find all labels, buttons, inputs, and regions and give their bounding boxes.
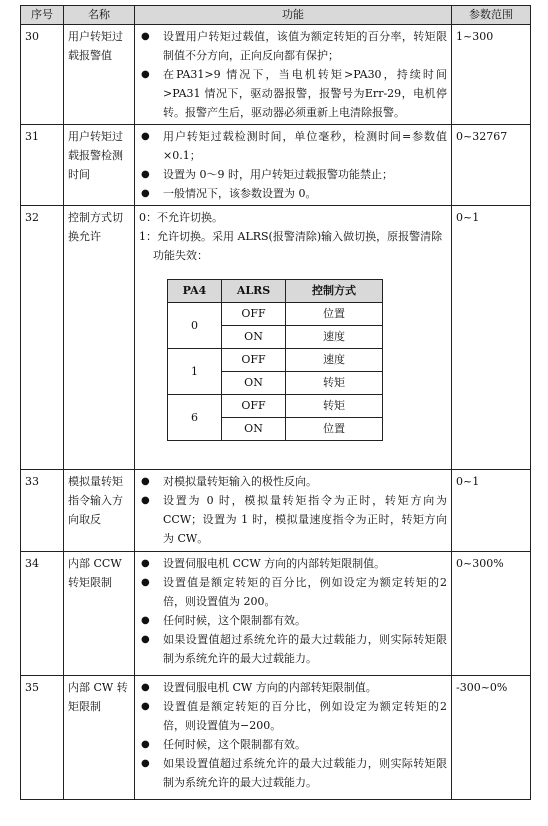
table-row [21, 206, 531, 470]
parameter-table [20, 5, 531, 800]
mode-switch-table [167, 279, 383, 441]
row-function [135, 25, 452, 125]
sub-pa4: 0 [168, 303, 222, 349]
sub-mode: 速度 [286, 349, 383, 372]
row-range: 0~1 [452, 470, 531, 552]
header-name: 名称 [64, 6, 135, 25]
option-line: 0：不允许切换。 [139, 211, 223, 224]
sub-row [168, 303, 383, 326]
sub-alrs: ON [222, 418, 286, 441]
bullet-item: ● 一般情况下，该参数设置为 0。 [139, 184, 447, 203]
bullet-item: ● 设置为 0～9 时，用户转矩过载报警功能禁止； [139, 165, 447, 184]
bullet-item: ● 设置值是额定转矩的百分比，例如设定为额定转矩的2 倍，则设置值为−200。 [139, 697, 447, 735]
row-no: 31 [21, 125, 64, 206]
row-name: 模拟量转矩指令输入方向取反 [64, 470, 135, 552]
header-function: 功能 [135, 6, 452, 25]
bullet-item: ● 在PA31>9 情况下，当电机转矩>PA30，持续时间>PA31 情况下，驱动器报警，报警号为Err-29，电机停转。报警产生后，驱动器必须重新上电清除报警。 [139, 65, 447, 122]
sub-alrs: ON [222, 372, 286, 395]
row-name: 内部 CCW 转矩限制 [64, 552, 135, 676]
row-no: 32 [21, 206, 64, 470]
table-row [21, 676, 531, 800]
row-function [135, 552, 452, 676]
row-range: 1~300 [452, 25, 531, 125]
bullet-item: ● 任何时候，这个限制都有效。 [139, 735, 447, 754]
bullet-item: ● 设置伺服电机 CCW 方向的内部转矩限制值。 [139, 554, 447, 573]
row-range: 0~300% [452, 552, 531, 676]
row-name: 用户转矩过载报警检测时间 [64, 125, 135, 206]
sub-alrs: OFF [222, 303, 286, 326]
sub-mode: 位置 [286, 418, 383, 441]
option-line: 1：允许切换。采用 ALRS(报警清除)输入做切换，原报警清除功能失效： [139, 230, 443, 262]
sub-pa4: 6 [168, 395, 222, 441]
table-row [21, 470, 531, 552]
table-row [21, 552, 531, 676]
bullet-item: ● 如果设置值超过系统允许的最大过载能力，则实际转矩限制为系统允许的最大过载能力。 [139, 630, 447, 668]
bullet-item: ● 设置伺服电机 CW 方向的内部转矩限制值。 [139, 678, 447, 697]
sub-header-alrs: ALRS [222, 280, 286, 303]
row-no: 30 [21, 25, 64, 125]
bullet-item: ● 对模拟量转矩输入的极性反向。 [139, 472, 447, 491]
header-range: 参数范围 [452, 6, 531, 25]
sub-row [168, 395, 383, 418]
header-row [21, 6, 531, 25]
sub-mode: 转矩 [286, 372, 383, 395]
sub-mode: 速度 [286, 326, 383, 349]
row-range: -300~0% [452, 676, 531, 800]
row-name: 控制方式切换允许 [64, 206, 135, 470]
row-no: 35 [21, 676, 64, 800]
row-name: 内部 CW 转矩限制 [64, 676, 135, 800]
table-row [21, 25, 531, 125]
sub-alrs: ON [222, 326, 286, 349]
row-no: 34 [21, 552, 64, 676]
bullet-item: ● 设置值是额定转矩的百分比，例如设定为额定转矩的2 倍，则设置值为 200。 [139, 573, 447, 611]
row-range: 0~1 [452, 206, 531, 470]
row-function [135, 206, 452, 470]
sub-header-row [168, 280, 383, 303]
row-range: 0~32767 [452, 125, 531, 206]
row-no: 33 [21, 470, 64, 552]
sub-pa4: 1 [168, 349, 222, 395]
bullet-item: ● 设置为 0 时，模拟量转矩指令为正时，转矩方向为CCW；设置为 1 时，模拟量速度指令为正时，转矩方向为 CW。 [139, 491, 447, 548]
sub-alrs: OFF [222, 349, 286, 372]
sub-mode: 位置 [286, 303, 383, 326]
row-function [135, 470, 452, 552]
sub-row [168, 349, 383, 372]
sub-alrs: OFF [222, 395, 286, 418]
bullet-item: ● 任何时候，这个限制都有效。 [139, 611, 447, 630]
bullet-item: ● 设置用户转矩过载值，该值为额定转矩的百分率，转矩限制值不分方向，正向反向都有保护； [139, 27, 447, 65]
row-function [135, 125, 452, 206]
header-no: 序号 [21, 6, 64, 25]
sub-header-mode: 控制方式 [286, 280, 383, 303]
row-function [135, 676, 452, 800]
sub-mode: 转矩 [286, 395, 383, 418]
table-row [21, 125, 531, 206]
row-name: 用户转矩过载报警值 [64, 25, 135, 125]
bullet-item: ● 用户转矩过载检测时间，单位毫秒，检测时间=参数值×0.1； [139, 127, 447, 165]
sub-header-pa4: PA4 [168, 280, 222, 303]
bullet-item: ● 如果设置值超过系统允许的最大过载能力，则实际转矩限制为系统允许的最大过载能力。 [139, 754, 447, 792]
